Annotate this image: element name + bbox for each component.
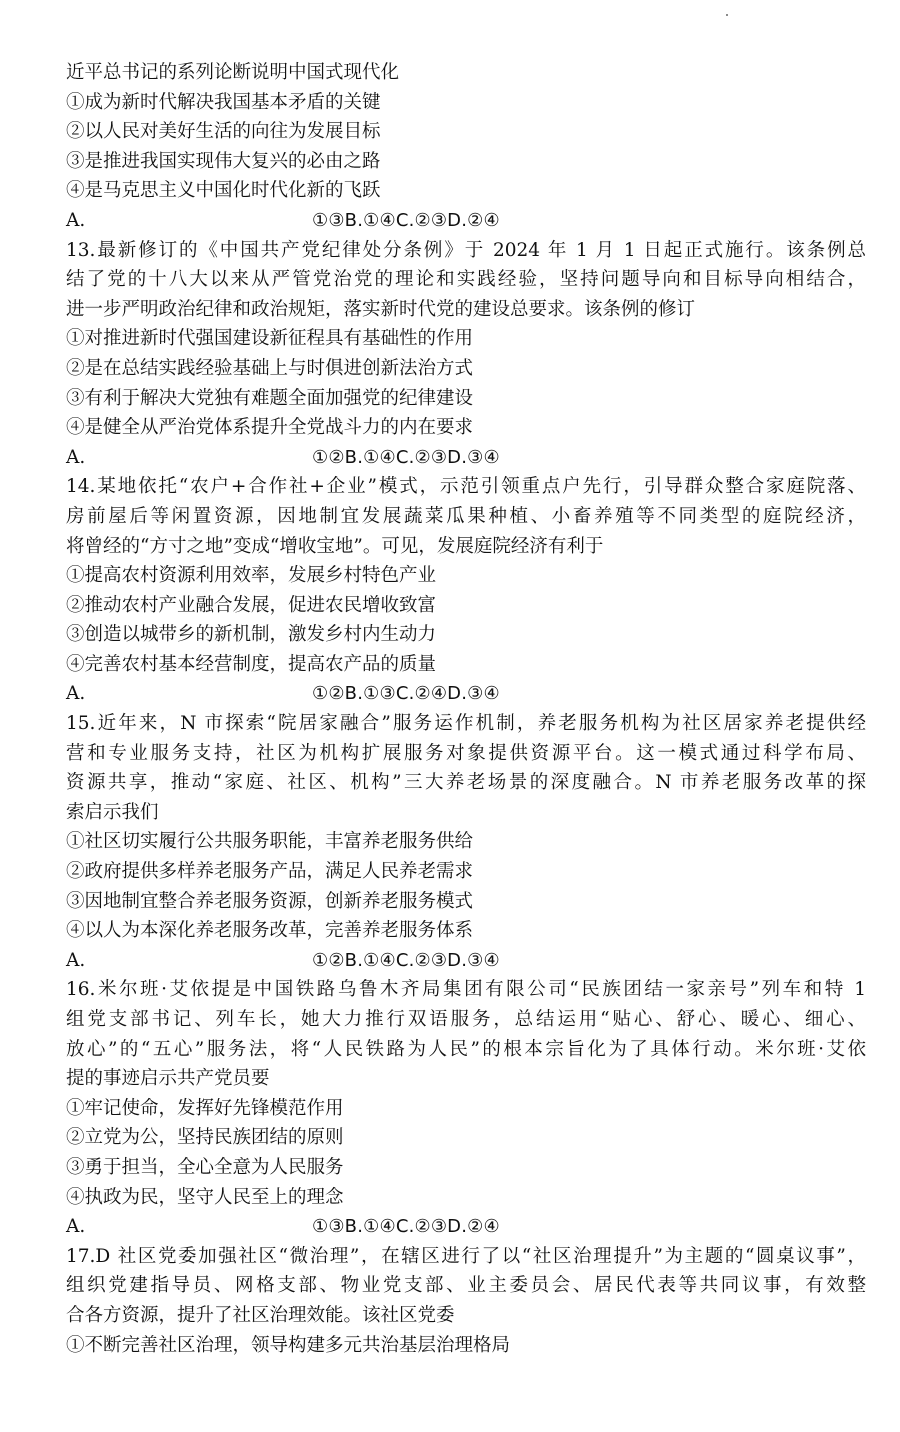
question-stem-line: 17.D 社区党委加强社区“微治理”，在辖区进行了以“社区治理提升”为主题的“圆桌议事”， <box>66 1245 866 1267</box>
option-3: ③创造以城带乡的新机制，激发乡村内生动力 <box>66 624 437 646</box>
answer-choices <box>66 1212 866 1242</box>
answer-options: ①②B.①④C.②③D.③④ <box>312 949 500 971</box>
question-stem-line: 组织党建指导员、网格支部、物业党支部、业主委员会、居民代表等共同议事，有效整 <box>66 1275 866 1297</box>
question-stem-line: 将曾经的“方寸之地”变成“增收宝地”。可见，发展庭院经济有利于 <box>66 535 604 557</box>
answer-choices <box>66 443 866 473</box>
question-stem-line: 房前屋后等闲置资源，因地制宜发展蔬菜瓜果种植、小畜养殖等不同类型的庭院经济， <box>66 505 866 527</box>
answer-label: A. <box>66 683 86 705</box>
question-stem-line: 营和专业服务支持，社区为机构扩展服务对象提供资源平台。这一模式通过科学布局、 <box>66 742 866 764</box>
answer-options: ①②B.①③C.②④D.③④ <box>312 683 500 705</box>
option-1: ①不断完善社区治理，领导构建多元共治基层治理格局 <box>66 1334 511 1356</box>
option-4: ④是健全从严治党体系提升全党战斗力的内在要求 <box>66 417 474 439</box>
question-15 <box>66 709 866 975</box>
option-1: ①成为新时代解决我国基本矛盾的关键 <box>66 91 381 113</box>
option-3: ③是推进我国实现伟大复兴的必由之路 <box>66 150 381 172</box>
question-stem-line: 索启示我们 <box>66 801 159 823</box>
question-stem-line: 提的事迹启示共产党员要 <box>66 1068 270 1090</box>
option-4: ④执政为民，坚守人民至上的理念 <box>66 1186 344 1208</box>
question-stem-line: 16.米尔班·艾依提是中国铁路乌鲁木齐局集团有限公司“民族团结一家亲号”列车和特 1 <box>66 979 866 1001</box>
answer-options: ①③B.①④C.②③D.②④ <box>312 1216 500 1238</box>
answer-label: A. <box>66 1216 86 1238</box>
question-stem-line: 组党支部书记、列车长，她大力推行双语服务，总结运用“贴心、舒心、暖心、细心、 <box>66 1009 866 1030</box>
question-13 <box>66 236 866 473</box>
exam-page <box>66 58 866 1360</box>
question-stem-line: 结了党的十八大以来从严管党治党的理论和实践经验，坚持问题导向和目标导向相结合， <box>66 269 866 291</box>
question-14 <box>66 472 866 709</box>
option-2: ②推动农村产业融合发展，促进农民增收致富 <box>66 594 437 616</box>
answer-label: A. <box>66 209 86 231</box>
option-1: ①社区切实履行公共服务职能，丰富养老服务供给 <box>66 831 474 853</box>
option-2: ②以人民对美好生活的向往为发展目标 <box>66 121 381 143</box>
option-3: ③因地制宜整合养老服务资源，创新养老服务模式 <box>66 890 474 912</box>
option-1: ①提高农村资源利用效率，发展乡村特色产业 <box>66 565 437 587</box>
question-stem-line: 资源共享，推动“家庭、社区、机构”三大养老场景的深度融合。N 市养老服务改革的探 <box>66 772 866 794</box>
question-stem-line: 合各方资源，提升了社区治理效能。该社区党委 <box>66 1304 455 1326</box>
option-2: ②政府提供多样养老服务产品，满足人民养老需求 <box>66 861 474 883</box>
option-3: ③有利于解决大党独有难题全面加强党的纪律建设 <box>66 387 474 409</box>
question-stem-line: 放心”的“五心”服务法，将“人民铁路为人民”的根本宗旨化为了具体行动。米尔班·艾依 <box>66 1038 866 1060</box>
option-4: ④是马克思主义中国化时代化新的飞跃 <box>66 180 381 202</box>
question-stem: 近平总书记的系列论断说明中国式现代化 <box>66 62 400 83</box>
question-stem-line: 14.某地依托“农户+合作社+企业”模式，示范引领重点户先行，引导群众整合家庭院落、 <box>66 476 866 498</box>
option-3: ③勇于担当，全心全意为人民服务 <box>66 1156 344 1178</box>
answer-choices <box>66 679 866 709</box>
option-2: ②是在总结实践经验基础上与时俱进创新法治方式 <box>66 357 474 379</box>
question-stem-line: 15.近年来，N 市探索“院居家融合”服务运作机制，养老服务机构为社区居家养老提供经 <box>66 713 866 735</box>
answer-label: A. <box>66 446 86 468</box>
answer-choices <box>66 946 866 976</box>
scan-speck <box>726 14 728 16</box>
question-17 <box>66 1242 866 1360</box>
question-stem-line: 进一步严明政治纪律和政治规矩，落实新时代党的建设总要求。该条例的修订 <box>66 298 696 320</box>
answer-options: ①②B.①④C.②③D.③④ <box>312 446 500 468</box>
option-2: ②立党为公，坚持民族团结的原则 <box>66 1127 344 1149</box>
answer-label: A. <box>66 949 86 971</box>
option-4: ④以人为本深化养老服务改革，完善养老服务体系 <box>66 920 474 942</box>
answer-choices <box>66 206 866 236</box>
question-12-continuation <box>66 58 866 236</box>
answer-options: ①③B.①④C.②③D.②④ <box>312 209 500 231</box>
option-4: ④完善农村基本经营制度，提高农产品的质量 <box>66 653 437 675</box>
option-1: ①牢记使命，发挥好先锋模范作用 <box>66 1097 344 1119</box>
option-1: ①对推进新时代强国建设新征程具有基础性的作用 <box>66 328 474 350</box>
question-stem-line: 13.最新修订的《中国共产党纪律处分条例》于 2024 年 1 月 1 日起正式施行。该条例总 <box>66 239 866 261</box>
question-16 <box>66 975 866 1241</box>
